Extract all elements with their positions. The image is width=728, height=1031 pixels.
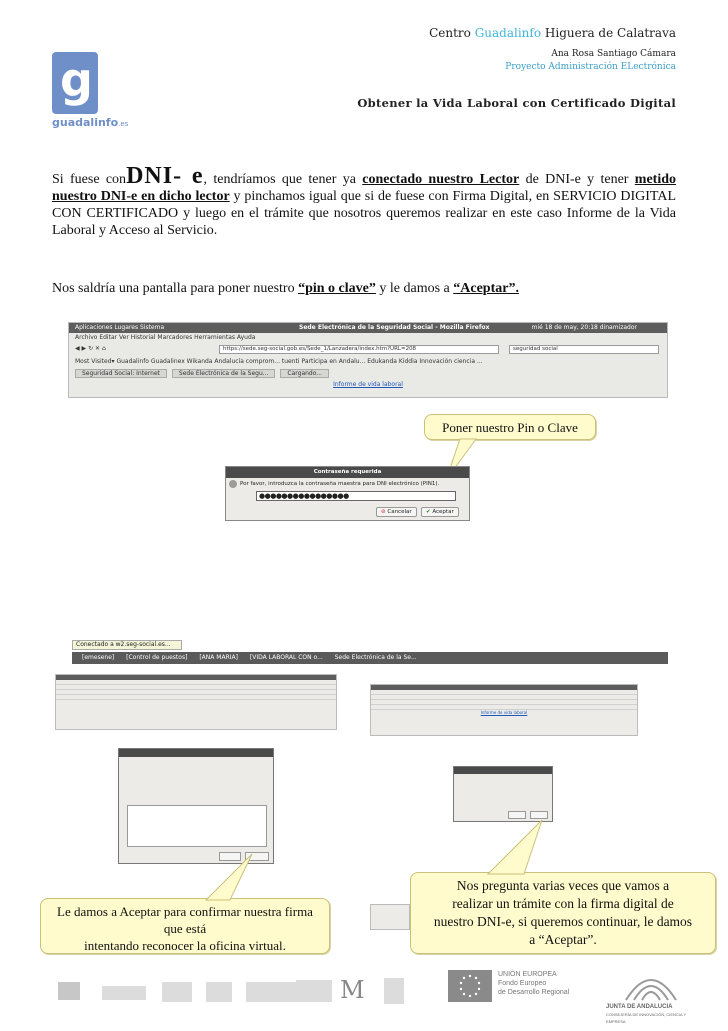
reload-icon[interactable]: ↻: [88, 345, 94, 352]
callout-right-line-3: nuestro DNI-e, si queremos continuar, le damos: [433, 914, 693, 929]
tab-seguridad-social[interactable]: Seguridad Social: Internet: [75, 369, 167, 378]
page-title: Obtener la Vida Laboral con Certificado Digital: [357, 96, 676, 110]
accept-button[interactable]: [421, 507, 459, 517]
callout-varias-veces: [410, 872, 716, 954]
task-emesene[interactable]: [emesene]: [82, 654, 115, 661]
paragraph-pin: [52, 280, 676, 297]
mini-browser-left: [55, 674, 337, 730]
taskbar-screenshot: [68, 638, 668, 666]
p2-text-2: y le damos a: [375, 281, 454, 296]
callout-right-pointer: [478, 818, 548, 876]
callout-right-line-4: a “Aceptar”.: [529, 932, 597, 947]
junta-text: [606, 1004, 700, 1025]
logo-letter: g: [60, 53, 93, 107]
junta-line-2: CONSEJERÍA DE INNOVACIÓN, CIENCIA Y EMPRESA: [606, 1012, 687, 1024]
diputacion-jaen-logo: [296, 980, 332, 1002]
callout-left-line-1: Le damos a Aceptar para confirmar nuestra firma: [57, 904, 313, 919]
callout-left-line-3: intentando reconocer la oficina virtual.: [84, 938, 286, 953]
taskbar: [72, 652, 668, 664]
pin-input[interactable]: ●●●●●●●●●●●●●●●●: [256, 491, 456, 501]
centro-town: Higuera de Calatrava: [544, 26, 676, 40]
guadalinfo-logo: [52, 52, 98, 114]
callout-left-line-2: que está: [163, 921, 207, 936]
tab-cargando[interactable]: Cargando...: [280, 369, 329, 378]
eu-flag: [448, 970, 492, 1002]
footer-logos: [40, 960, 700, 1024]
p1-dni: DNI- e: [126, 163, 204, 189]
cancel-label: Cancelar: [387, 509, 412, 515]
gnome-top-panel: [69, 323, 667, 333]
centro-label: Centro: [429, 26, 471, 40]
p2-text-1: Nos saldría una pantalla para poner nuestro: [52, 281, 299, 296]
callout-left-pointer: [200, 852, 260, 902]
panel-clock: mié 18 de may, 20:18 dinamizador: [531, 324, 637, 331]
paragraph-dni: [52, 163, 676, 239]
mini-informe-link: Informe de vida laboral: [480, 710, 528, 715]
task-control-puestos[interactable]: [Control de puestos]: [126, 654, 188, 661]
callout-aceptar-firma: [40, 898, 330, 954]
diputacion-almeria-logo: [58, 982, 80, 1000]
task-vida-laboral[interactable]: [VIDA LABORAL CON o...: [249, 654, 323, 661]
check-icon: ✔: [426, 509, 431, 515]
forward-icon[interactable]: ▶: [81, 345, 87, 352]
eu-stars-icon: [448, 970, 492, 1002]
certificate-list[interactable]: [127, 805, 267, 847]
logo-wordmark: [52, 116, 128, 129]
status-bar: Conectado a w2.seg-social.es...: [72, 640, 182, 650]
key-icon: [229, 480, 237, 488]
task-sede-electronica[interactable]: Sede Electrónica de la Se...: [334, 654, 417, 661]
accept-label: Aceptar: [432, 509, 454, 515]
tab-strip: [69, 367, 667, 379]
p2-underline-1: “pin o clave”: [298, 281, 376, 296]
dialog-prompt: Por favor, introduzca la contraseña maestra para DNI electrónico (PIN1).: [240, 481, 440, 487]
project: Proyecto Administración ELectrónica: [505, 62, 676, 72]
diputacion-sevilla-logo: [384, 978, 404, 1004]
diputacion-cadiz-logo: [102, 986, 146, 1000]
p1-text-3: de DNI-e y tener: [519, 172, 635, 187]
junta-andalucia-logo: [606, 966, 696, 1006]
back-icon[interactable]: ◀: [75, 345, 80, 352]
dialog-title: Contraseña requerida: [226, 467, 469, 478]
task-ana-maria[interactable]: [ANA MARIA]: [199, 654, 238, 661]
certificate-dialog: [118, 748, 274, 864]
diputacion-malaga-logo: M: [340, 976, 365, 1004]
cancel-button[interactable]: [376, 507, 417, 517]
p1-underline-2: metido nuestro DNI-e en dicho lector: [52, 172, 676, 204]
callout-right-line-1: Nos pregunta varias veces que vamos a: [456, 878, 670, 893]
panel-menu[interactable]: Aplicaciones Lugares Sistema: [75, 324, 165, 331]
menu-bar[interactable]: Archivo Editar Ver Historial Marcadores Herramientas Ayuda: [75, 334, 256, 341]
junta-line-1: JUNTA DE ANDALUCIA: [606, 1004, 673, 1010]
author: Ana Rosa Santiago Cámara: [551, 49, 676, 59]
bookmarks-bar[interactable]: Most Visited▾ Guadalinfo Guadalinex Wikanda Andalucía comprom... tuenti Participa en Andalu... Edukanda Kiddia Innovación ciencia ...: [75, 358, 483, 365]
diputacion-huelva-logo: [246, 982, 296, 1002]
callout-pin: Poner nuestro Pin o Clave: [424, 414, 596, 440]
centro-line: [429, 26, 676, 40]
confirm-dialog: [453, 766, 553, 822]
search-input[interactable]: seguridad social: [509, 345, 659, 354]
mini-browser-right: [370, 684, 638, 736]
mini-status-fragment: [370, 904, 410, 930]
p1-text-1: Si fuese con: [52, 172, 127, 187]
informe-vida-laboral-link[interactable]: Informe de vida laboral: [333, 381, 403, 388]
p1-text-2: , tendríamos que tener ya: [203, 172, 363, 187]
url-bar[interactable]: https://sede.seg-social.gob.es/Sede_1/Lanzadera/index.htm?URL=208: [219, 345, 499, 354]
diputacion-cordoba-logo: [162, 982, 192, 1002]
password-dialog: [225, 466, 470, 521]
eu-line-3: de Desarrollo Regional: [498, 989, 570, 996]
window-title: Sede Electrónica de la Seguridad Social - Mozilla Firefox: [299, 324, 490, 331]
p2-underline-2: “Aceptar”.: [453, 281, 519, 296]
diputacion-granada-logo: [206, 982, 232, 1002]
p1-underline-1: conectado nuestro Lector: [362, 172, 520, 187]
stop-icon[interactable]: ✕: [95, 345, 101, 352]
eu-text: [498, 970, 569, 997]
centro-name: Guadalinfo: [474, 26, 542, 40]
logo-suffix: .es: [118, 120, 129, 128]
home-icon[interactable]: ⌂: [102, 345, 106, 352]
logo-text: guadalinfo: [52, 116, 119, 129]
nav-toolbar: [69, 343, 667, 357]
browser-screenshot: [68, 322, 668, 398]
p1-text-4: y pinchamos igual que si de fuese con Firma Digital, en SERVICIO DIGITAL CON CERTIFICADO y luego en el trámite que nosotros queremos realizar en este caso Informe de la Vida Laboral y Acceso al Servicio.: [52, 189, 676, 238]
cancel-icon: ⊘: [381, 509, 386, 515]
eu-line-1: UNIÓN EUROPEA: [498, 971, 557, 978]
tab-sede-electronica[interactable]: Sede Electrónica de la Segu...: [172, 369, 276, 378]
callout-right-line-2: realizar un trámite con la firma digital de: [452, 896, 674, 911]
eu-line-2: Fondo Europeo: [498, 980, 547, 987]
